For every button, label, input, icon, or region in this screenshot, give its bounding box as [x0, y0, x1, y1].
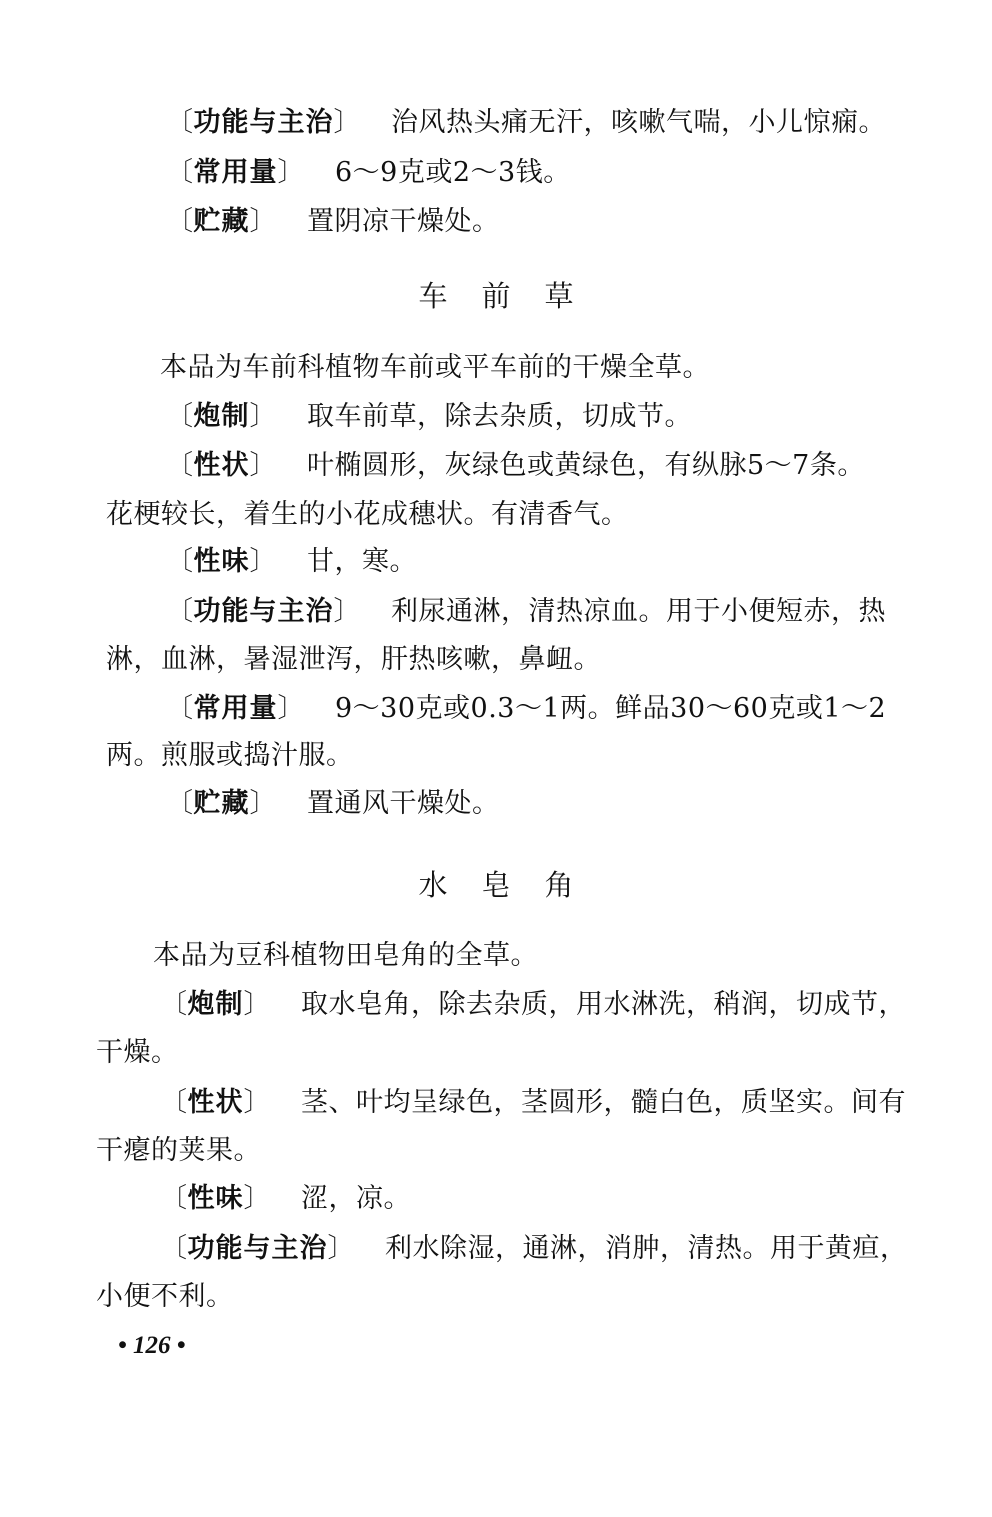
- entry-tag: 性味: [193, 546, 250, 577]
- entry-text: 置阴凉干燥处。: [307, 206, 500, 237]
- entry-text: 利水除湿，通淋，消肿，清热。用于黄疸，: [385, 1233, 908, 1264]
- top-func-entry: 〔功能与主治〕 治风热头痛无汗，咳嗽气喘，小儿惊痫。: [166, 107, 886, 138]
- cheqiancao-taste-entry: 〔性味〕 甘，寒。: [166, 546, 417, 577]
- entry-tag: 炮制: [193, 401, 250, 432]
- entry-tag: 性状: [193, 450, 250, 481]
- cheqiancao-store-entry: 〔贮藏〕 置通风干燥处。: [166, 788, 500, 819]
- entry-text: 置通风干燥处。: [307, 788, 500, 819]
- cheqiancao-intro: 本品为车前科植物车前或平车前的干燥全草。: [160, 352, 710, 383]
- cheqiancao-func-cont: 淋，血淋，暑湿泄泻，肝热咳嗽，鼻衄。: [106, 644, 601, 675]
- shuizaojiao-process-cont: 干燥。: [96, 1037, 179, 1068]
- entry-tag: 性状: [187, 1087, 244, 1118]
- top-dose-entry: 〔常用量〕 6～9克或2～3钱。: [166, 157, 571, 188]
- entry-tag: 贮藏: [193, 788, 250, 819]
- entry-tag: 常用量: [193, 693, 278, 724]
- cheqiancao-dose-cont: 两。煎服或捣汁服。: [106, 740, 354, 771]
- cheqiancao-process-entry: 〔炮制〕 取车前草，除去杂质，切成节。: [166, 401, 692, 432]
- entry-text: 利尿通淋，清热凉血。用于小便短赤，热: [391, 596, 886, 627]
- entry-tag: 功能与主治: [187, 1233, 328, 1264]
- cheqiancao-func-entry: 〔功能与主治〕 利尿通淋，清热凉血。用于小便短赤，热: [166, 596, 886, 627]
- shuizaojiao-taste-entry: 〔性味〕 涩，凉。: [160, 1183, 411, 1214]
- entry-tag: 功能与主治: [193, 107, 334, 138]
- shuizaojiao-intro: 本品为豆科植物田皂角的全草。: [153, 940, 538, 971]
- shuizaojiao-shape-cont: 干瘪的荚果。: [96, 1135, 261, 1166]
- cheqiancao-shape-cont: 花梗较长，着生的小花成穗状。有清香气。: [106, 499, 629, 530]
- shuizaojiao-process-entry: 〔炮制〕 取水皂角，除去杂质，用水淋洗，稍润，切成节，: [160, 989, 906, 1020]
- entry-tag: 炮制: [187, 989, 244, 1020]
- page-number-dot-right: •: [176, 1332, 186, 1359]
- entry-text: 取车前草，除去杂质，切成节。: [307, 401, 692, 432]
- entry-tag: 功能与主治: [193, 596, 334, 627]
- entry-text: 甘，寒。: [307, 546, 417, 577]
- entry-text: 叶椭圆形，灰绿色或黄绿色，有纵脉5～7条。: [307, 450, 865, 481]
- entry-text: 取水皂角，除去杂质，用水淋洗，稍润，切成节，: [301, 989, 906, 1020]
- entry-text: 涩，凉。: [301, 1183, 411, 1214]
- cheqiancao-dose-entry: 〔常用量〕 9～30克或0.3～1两。鲜品30～60克或1～2: [166, 693, 887, 724]
- section-title-shuizaojiao: 水皂角: [418, 868, 608, 902]
- entry-text: 茎、叶均呈绿色，茎圆形，髓白色，质坚实。间有: [301, 1087, 906, 1118]
- shuizaojiao-shape-entry: 〔性状〕 茎、叶均呈绿色，茎圆形，髓白色，质坚实。间有: [160, 1087, 906, 1118]
- entry-text: 9～30克或0.3～1两。鲜品30～60克或1～2: [335, 693, 887, 724]
- entry-text: 6～9克或2～3钱。: [335, 157, 571, 188]
- page-number-value: 126: [133, 1332, 171, 1359]
- entry-tag: 贮藏: [193, 206, 250, 237]
- page-number-dot-left: •: [118, 1332, 127, 1359]
- shuizaojiao-func-cont: 小便不利。: [96, 1281, 234, 1312]
- entry-tag: 常用量: [193, 157, 278, 188]
- entry-tag: 性味: [187, 1183, 244, 1214]
- top-store-entry: 〔贮藏〕 置阴凉干燥处。: [166, 206, 500, 237]
- page-number: [118, 1332, 186, 1360]
- cheqiancao-shape-entry: 〔性状〕 叶椭圆形，灰绿色或黄绿色，有纵脉5～7条。: [166, 450, 865, 481]
- shuizaojiao-func-entry: 〔功能与主治〕 利水除湿，通淋，消肿，清热。用于黄疸，: [160, 1233, 908, 1264]
- section-title-cheqiancao: 车前草: [418, 279, 608, 313]
- entry-text: 治风热头痛无汗，咳嗽气喘，小儿惊痫。: [391, 107, 886, 138]
